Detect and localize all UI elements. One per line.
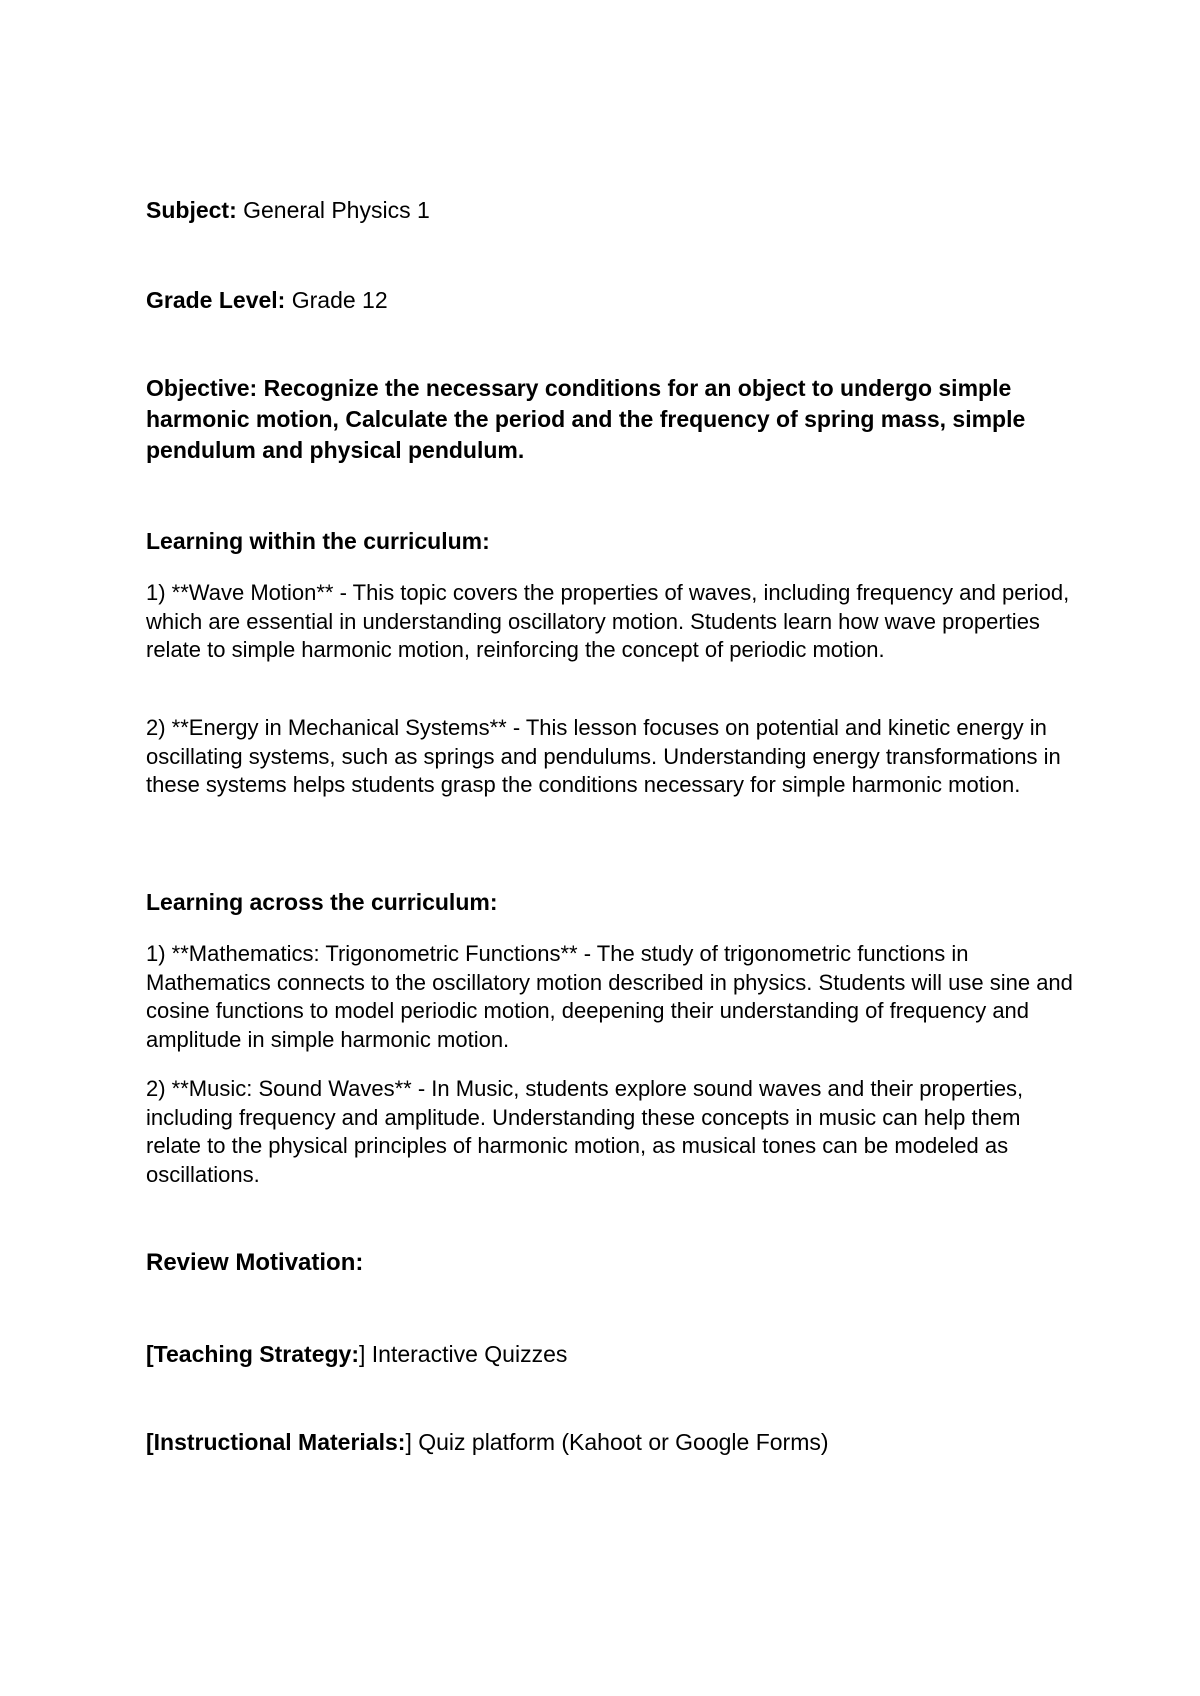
learning-across-heading: Learning across the curriculum: xyxy=(146,889,498,915)
teaching-strategy-line xyxy=(146,1340,567,1368)
subject-value: General Physics 1 xyxy=(243,197,430,223)
learning-within-heading: Learning within the curriculum: xyxy=(146,528,490,554)
subject-line xyxy=(146,196,430,224)
objective-block xyxy=(146,373,1046,466)
instructional-materials-line xyxy=(146,1428,829,1456)
subject-label: Subject: xyxy=(146,197,237,223)
grade-level-value: Grade 12 xyxy=(291,287,388,313)
learning-within-item-1: 1) **Wave Motion** - This topic covers the properties of waves, including frequency and period, which are essential in understanding oscillatory motion. Students learn how wave properties relate to simple harmonic motion, reinforcing the concept of periodic motion. xyxy=(146,580,1070,662)
learning-across-item-2: 2) **Music: Sound Waves** - In Music, students explore sound waves and their properties, including frequency and amplitude. Understanding these concepts in music can help them relate to the physical principles of harmonic motion, as musical tones can be modeled as oscillations. xyxy=(146,1076,1024,1187)
review-motivation-heading: Review Motivation: xyxy=(146,1249,364,1276)
learning-across-item-1: 1) **Mathematics: Trigonometric Functions** - The study of trigonometric functions in Mathematics connects to the oscillatory motion described in physics. Students will use sine and cosine functions to model periodic motion, deepening their understanding of frequency and amplitude in simple harmonic motion. xyxy=(146,941,1073,1052)
objective-label: Objective: xyxy=(146,375,258,401)
instructional-materials-label: [Instructional Materials: xyxy=(146,1429,406,1455)
teaching-strategy-label: [Teaching Strategy: xyxy=(146,1341,359,1367)
learning-within-item-2: 2) **Energy in Mechanical Systems** - This lesson focuses on potential and kinetic energy in oscillating systems, such as springs and pendulums. Understanding energy transformations in these systems helps students grasp the conditions necessary for simple harmonic motion. xyxy=(146,715,1061,797)
instructional-materials-bracket: ] xyxy=(405,1429,412,1455)
instructional-materials-value: Quiz platform (Kahoot or Google Forms) xyxy=(411,1429,829,1455)
teaching-strategy-value: Interactive Quizzes xyxy=(365,1341,568,1367)
grade-level-label: Grade Level: xyxy=(146,287,286,313)
grade-level-line xyxy=(146,286,388,314)
objective-text: Recognize the necessary conditions for an object to undergo simple harmonic motion, Calculate the period and the frequency of spring mass, simple pendulum and physical pendulum. xyxy=(146,375,1026,463)
teaching-strategy-bracket: ] xyxy=(359,1341,366,1367)
